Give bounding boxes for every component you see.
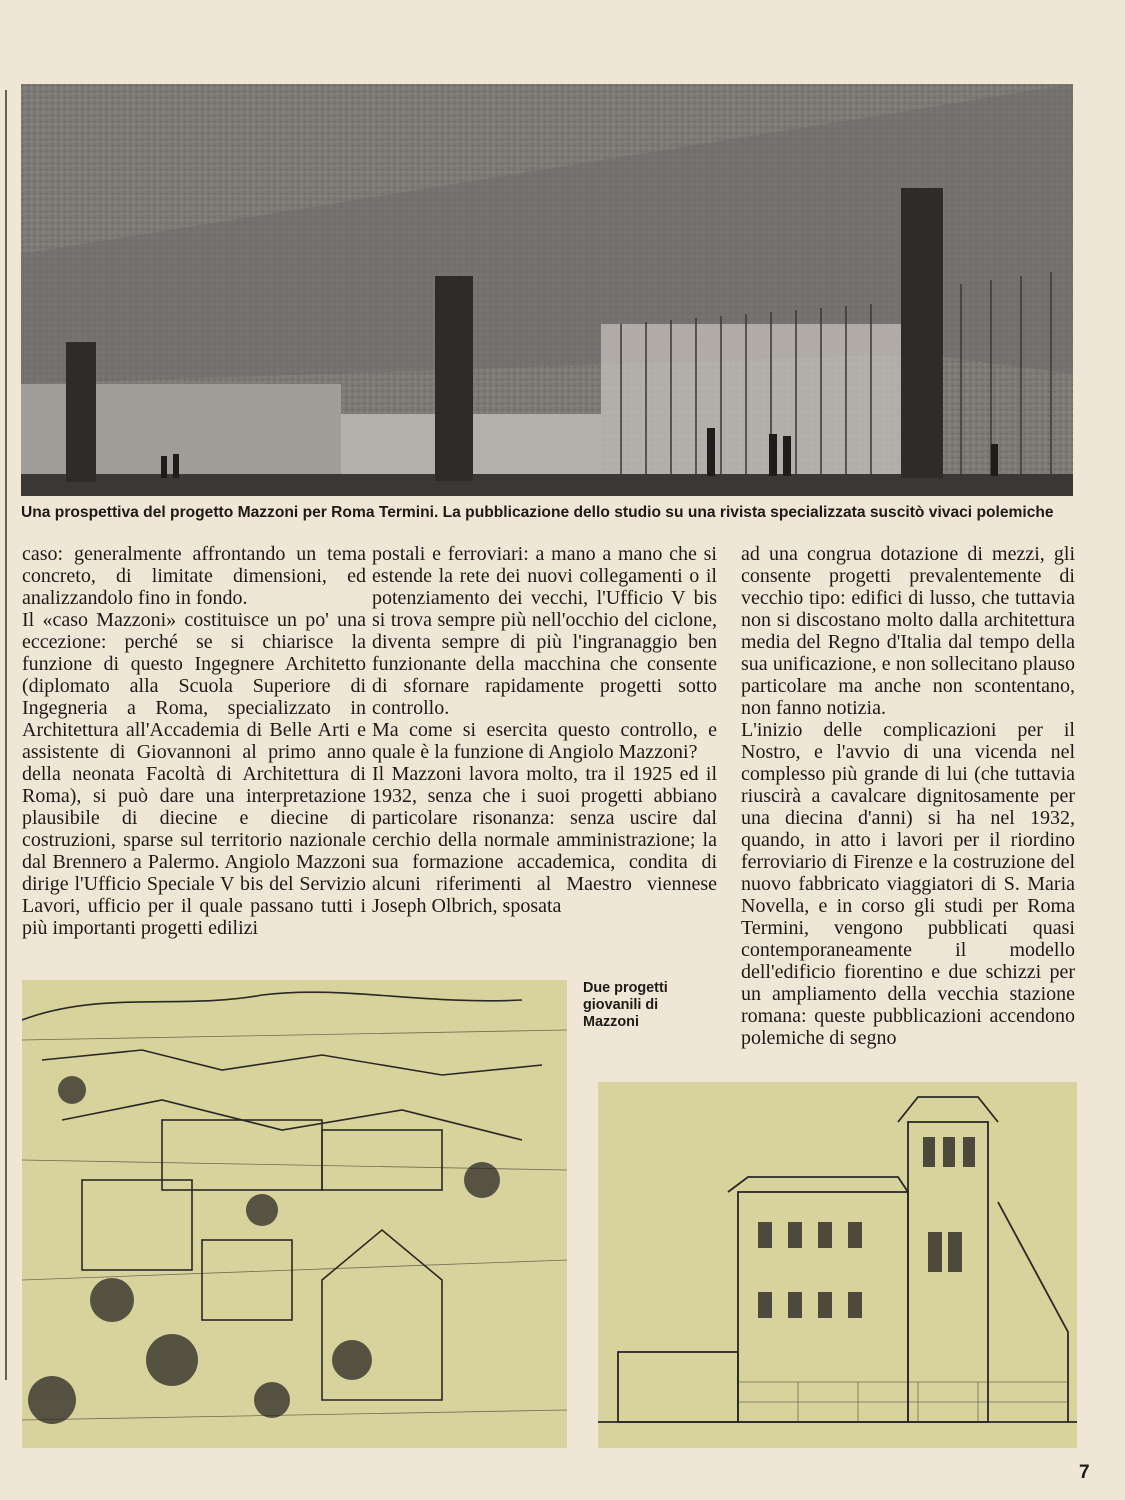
- paragraph: L'inizio delle complicazioni per il Nostro, e l'avvio di una vicenda nel complesso più grande di lui (che tuttavia riuscirà a cavalcare dignitosamente per una diecina d'anni) si ha nel 1932, quando, in atto i lavori per il riordino ferroviario di Firenze e la costruzione del nuovo fabbricato viaggiatori di S. Maria Novella, e in corso gli studi per Roma Termini, vengono pubblicati quasi contemporaneamente il modello dell'edificio fiorentino e due schizzi per un ampliamento della vecchia stazione romana: queste pubblicazioni accendono polemiche di segno: [741, 719, 1075, 1049]
- paragraph: ad una congrua dotazione di mezzi, gli consente progetti prevalentemente di vecchio tipo: edifici di lusso, che tuttavia non si discostano molto dalla architettura media del Regno d'Italia dal tempo della sua unificazione, e non sollecitano plauso particolare ma anche non scontentano, non fanno notizia.: [741, 543, 1075, 719]
- top-figure-caption: Una prospettiva del progetto Mazzoni per Roma Termini. La pubblicazione dello studio su una rivista specializzata suscitò vivaci polemiche: [21, 504, 1054, 521]
- text-column-3: [741, 543, 1075, 1063]
- paragraph: Il Mazzoni lavora molto, tra il 1925 ed il 1932, senza che i suoi progetti abbiano particolare risonanza: senza uscire dal cerchio della normale amministrazione; la sua formazione accademica, condita di alcuni riferimenti al Maestro viennese Joseph Olbrich, sposata: [372, 763, 717, 917]
- page-number: 7: [1079, 1462, 1090, 1483]
- side-caption: [583, 980, 733, 1031]
- text-column-2: [372, 543, 717, 965]
- paragraph: caso: generalmente affrontando un tema concreto, di limitate dimensioni, ed analizzandolo fino in fondo.: [22, 543, 366, 609]
- caption-line: Mazzoni: [583, 1014, 639, 1030]
- paragraph: Ma come si esercita questo controllo, e quale è la funzione di Angiolo Mazzoni?: [372, 719, 717, 763]
- text-column-1: [22, 543, 366, 965]
- caption-line: giovanili di: [583, 997, 659, 1013]
- caption-line: Due progetti: [583, 980, 668, 996]
- paragraph: Il «caso Mazzoni» costituisce un po' una eccezione: perché se si chiarisce la funzione di questo Ingegnere Architetto (diplomato alla Scuola Superiore di Ingegneria a Roma, specializzato in Architettura all'Accademia di Belle Arti e assistente di Giovannoni al primo anno della neonata Facoltà di Architettura di Roma), si può dare una interpretazione plausibile di diecine e diecine di costruzioni, sparse sul territorio nazionale dal Brennero a Palermo. Angiolo Mazzoni dirige l'Ufficio Speciale V bis del Servizio Lavori, ufficio per il quale passano tutti i più importanti progetti edilizi: [22, 609, 366, 939]
- roma-termini-perspective-drawing: [21, 84, 1073, 496]
- aerial-town-sketch: [22, 980, 567, 1448]
- villa-elevation-sketch: [598, 1082, 1077, 1448]
- paragraph: postali e ferroviari: a mano a mano che si estende la rete dei nuovi collegamenti o il potenziamento dei vecchi, l'Ufficio V bis si trova sempre più nell'occhio del ciclone, diventa sempre di più l'ingranaggio ben funzionante della macchina che consente di sfornare rapidamente progetti sotto controllo.: [372, 543, 717, 719]
- left-margin-rule: [5, 90, 7, 1380]
